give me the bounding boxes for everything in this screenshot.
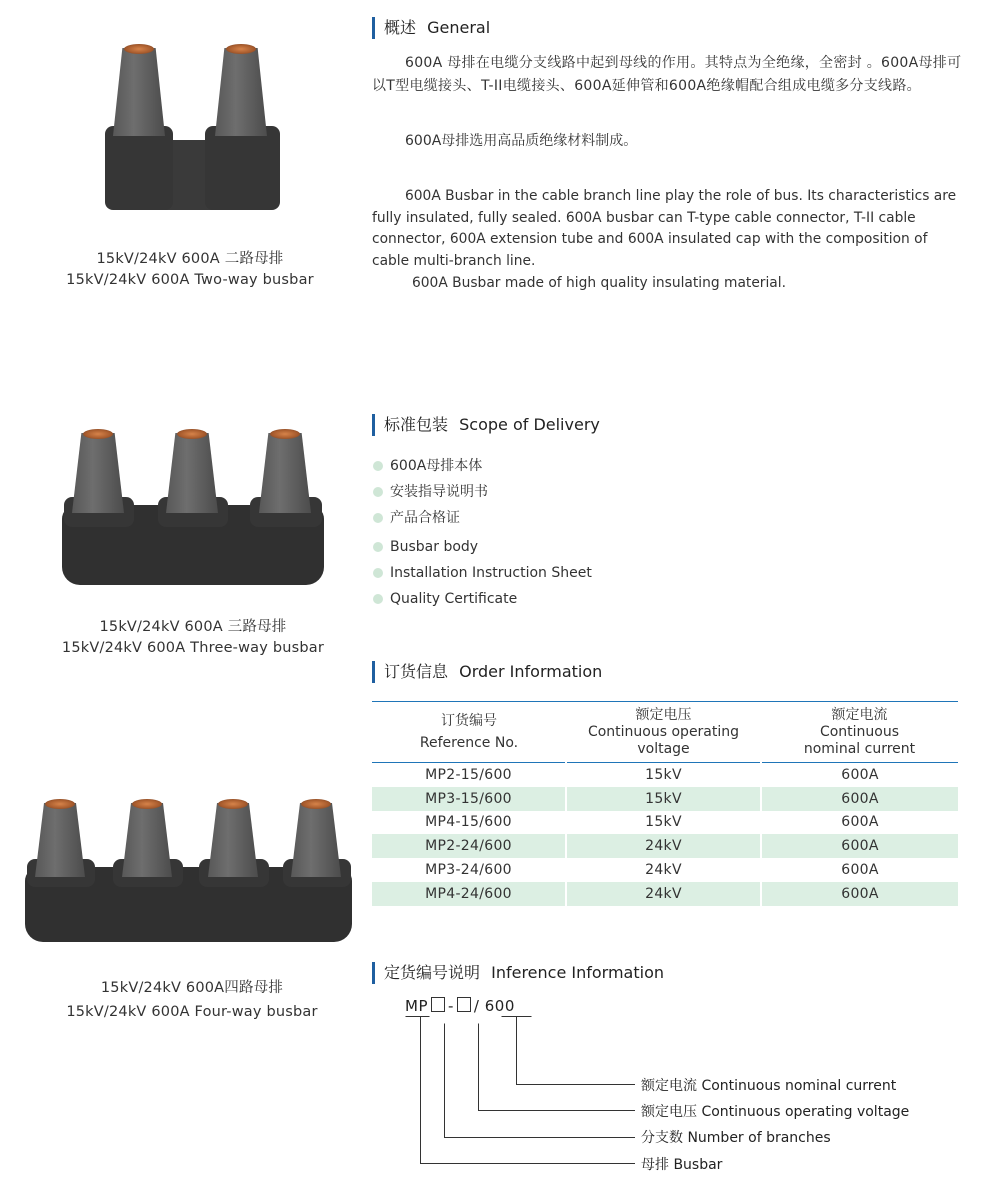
voltage-cell: 15kV bbox=[566, 763, 761, 787]
reference-cell: MP2-15/600 bbox=[425, 766, 512, 783]
current-cell: 600A bbox=[761, 858, 958, 882]
reference-cell: MP4-15/600 bbox=[425, 814, 512, 831]
delivery-item-label: Busbar body bbox=[390, 539, 479, 555]
delivery-item-label: 产品合格证 bbox=[390, 510, 460, 526]
current-cell: 600A bbox=[761, 882, 958, 906]
header-current-en: Continuous nominal current bbox=[803, 723, 916, 757]
four-way-caption-en: 15kV/24kV 600A Four-way busbar bbox=[66, 1004, 318, 1020]
general-en-paragraph-2: 600A Busbar made of high quality insulating material. bbox=[412, 275, 786, 291]
header-current-cn: 额定电流 bbox=[831, 706, 888, 723]
delivery-item-label: 安装指导说明书 bbox=[390, 484, 488, 500]
code-suffix: / 600 bbox=[473, 997, 515, 1015]
delivery-item-label: Installation Instruction Sheet bbox=[390, 565, 592, 581]
reference-cell: MP3-15/600 bbox=[372, 787, 566, 811]
delivery-title-cn: 标准包装 bbox=[384, 415, 449, 434]
current-cell: 600A bbox=[761, 763, 958, 787]
label-busbar: 母排 Busbar bbox=[641, 1157, 723, 1173]
code-prefix: MP bbox=[405, 997, 428, 1015]
voltage-cell: 15kV bbox=[566, 811, 761, 835]
reference-cell: MP3-24/600 bbox=[425, 862, 512, 879]
label-number-of-branches: 分支数 Number of branches bbox=[641, 1130, 831, 1146]
header-reference-en: Reference No. bbox=[419, 734, 519, 751]
delivery-item-label: Quality Certificate bbox=[390, 591, 518, 607]
header-voltage-en: Continuous operating voltage bbox=[587, 723, 740, 757]
delivery-item-label: 600A母排本体 bbox=[390, 458, 483, 474]
general-cn-paragraph-1: 600A 母排在电缆分支线路中起到母线的作用。其特点为全绝缘，全密封 。600A母排可以T型电缆接头、T-II电缆接头、600A延伸管和600A绝缘帽配合组成电缆多分支线路。 bbox=[372, 55, 962, 94]
code-separator: - bbox=[448, 997, 454, 1015]
inference-title-cn: 定货编号说明 bbox=[384, 963, 481, 982]
three-way-caption-en: 15kV/24kV 600A Three-way busbar bbox=[61, 640, 325, 656]
reference-cell: MP2-24/600 bbox=[372, 834, 566, 858]
inference-title-en: Inference Information bbox=[491, 963, 664, 982]
header-reference-cn: 订货编号 bbox=[441, 712, 497, 729]
three-way-caption-cn: 15kV/24kV 600A 三路母排 bbox=[99, 619, 287, 635]
voltage-cell: 15kV bbox=[566, 787, 761, 811]
order-title-cn: 订货信息 bbox=[384, 662, 449, 681]
general-title-cn: 概述 bbox=[384, 18, 417, 37]
label-operating-voltage: 额定电压 Continuous operating voltage bbox=[641, 1104, 910, 1120]
current-cell: 600A bbox=[761, 811, 958, 835]
general-title-en: General bbox=[427, 18, 491, 37]
order-title-en: Order Information bbox=[459, 662, 603, 681]
delivery-title-en: Scope of Delivery bbox=[459, 415, 600, 434]
voltage-cell: 24kV bbox=[566, 882, 761, 906]
label-nominal-current: 额定电流 Continuous nominal current bbox=[641, 1078, 897, 1094]
current-cell: 600A bbox=[761, 834, 958, 858]
two-way-caption-cn: 15kV/24kV 600A 二路母排 bbox=[96, 251, 284, 267]
general-en-paragraph-1: 600A Busbar in the cable branch line play the role of bus. Its characteristics are fully insulated, fully sealed. 600A busbar can T-type cable connector, T-II cable connector, 600A extension tube and 600A insulated cap with the composition of cable multi-branch line. bbox=[372, 188, 957, 269]
two-way-caption-en: 15kV/24kV 600A Two-way busbar bbox=[66, 272, 314, 288]
four-way-caption-cn: 15kV/24kV 600A四路母排 bbox=[100, 980, 284, 996]
general-cn-paragraph-2: 600A母排选用高品质绝缘材料制成。 bbox=[405, 133, 638, 149]
header-voltage-cn: 额定电压 bbox=[635, 706, 692, 723]
voltage-cell: 24kV bbox=[566, 858, 761, 882]
reference-cell: MP4-24/600 bbox=[372, 882, 566, 906]
current-cell: 600A bbox=[761, 787, 958, 811]
voltage-cell: 24kV bbox=[566, 834, 761, 858]
